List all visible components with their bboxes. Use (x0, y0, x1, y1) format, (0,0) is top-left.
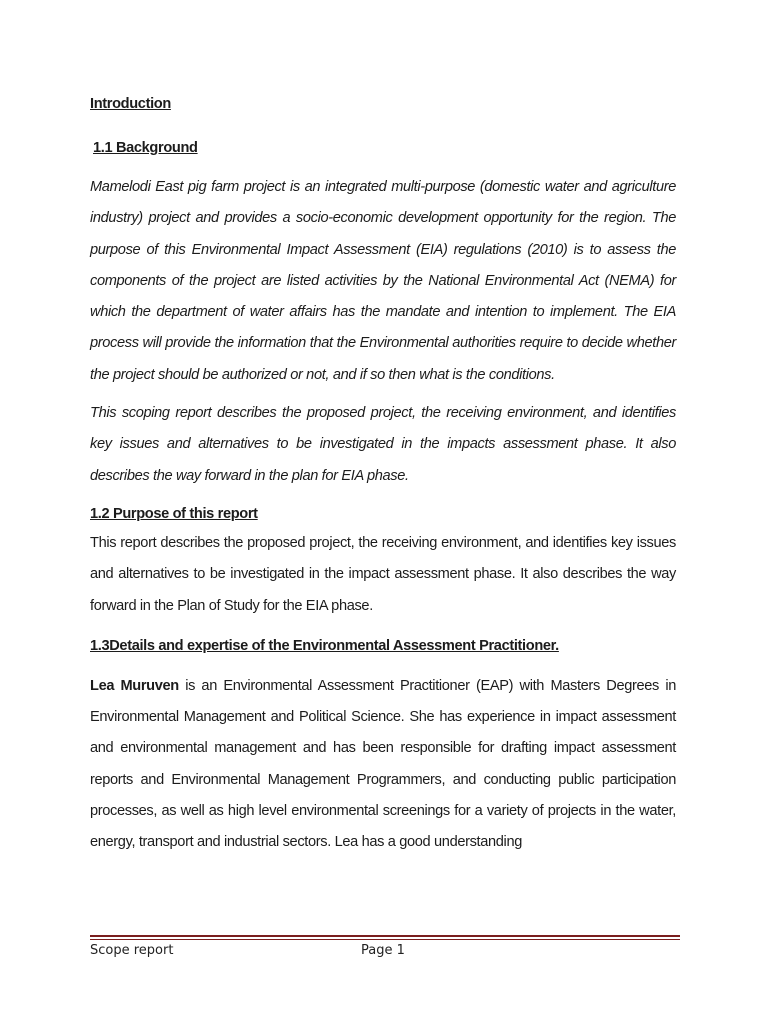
background-paragraph-2: This scoping report describes the proposed project, the receiving environment, and identifies key issues and alternatives to be investigated in the impacts assessment phase. It also describes the way forward in the plan for EIA phase. (90, 405, 676, 484)
details-paragraph (90, 671, 676, 859)
footer-title: Scope report (90, 943, 174, 958)
introduction-heading: Introduction (90, 96, 171, 112)
details-heading: 1.3Details and expertise of the Environmental Assessment Practitioner. (90, 637, 559, 654)
footer-rule-thick (90, 935, 680, 937)
background-paragraph-1: Mamelodi East pig farm project is an integrated multi-purpose (domestic water and agriculture industry) project and provides a socio-economic development opportunity for the region. The purpose of this Environmental Impact Assessment (EIA) regulations (2010) is to assess the components of the project are listed activities by the National Environmental Act (NEMA) for which the department of water affairs has the mandate and intention to implement. The EIA process will provide the information that the Environmental authorities require to decide whether the project should be authorized or not, and if so then what is the conditions. (90, 179, 676, 383)
background-heading: 1.1 Background (93, 140, 198, 156)
practitioner-name: Lea Muruven (90, 677, 179, 694)
purpose-paragraph: This report describes the proposed project, the receiving environment, and identifies key issues and alternatives to be investigated in the impact assessment phase. It also describes the way forward in the Plan of Study for the EIA phase. (90, 534, 676, 614)
purpose-heading: 1.2 Purpose of this report (90, 505, 258, 522)
footer-rule-thin (90, 939, 680, 940)
page-number: Page 1 (361, 943, 405, 958)
document-body (90, 92, 676, 859)
details-text: is an Environmental Assessment Practitioner (EAP) with Masters Degrees in Environmental Management and Political Science. She has experience in impact assessment and environmental management and has been responsible for drafting impact assessment reports and Environmental Management Programmers, and conducting public participation processes, as well as high level environmental screenings for a variety of projects in the water, energy, transport and industrial sectors. Lea has a good understanding (90, 677, 677, 851)
